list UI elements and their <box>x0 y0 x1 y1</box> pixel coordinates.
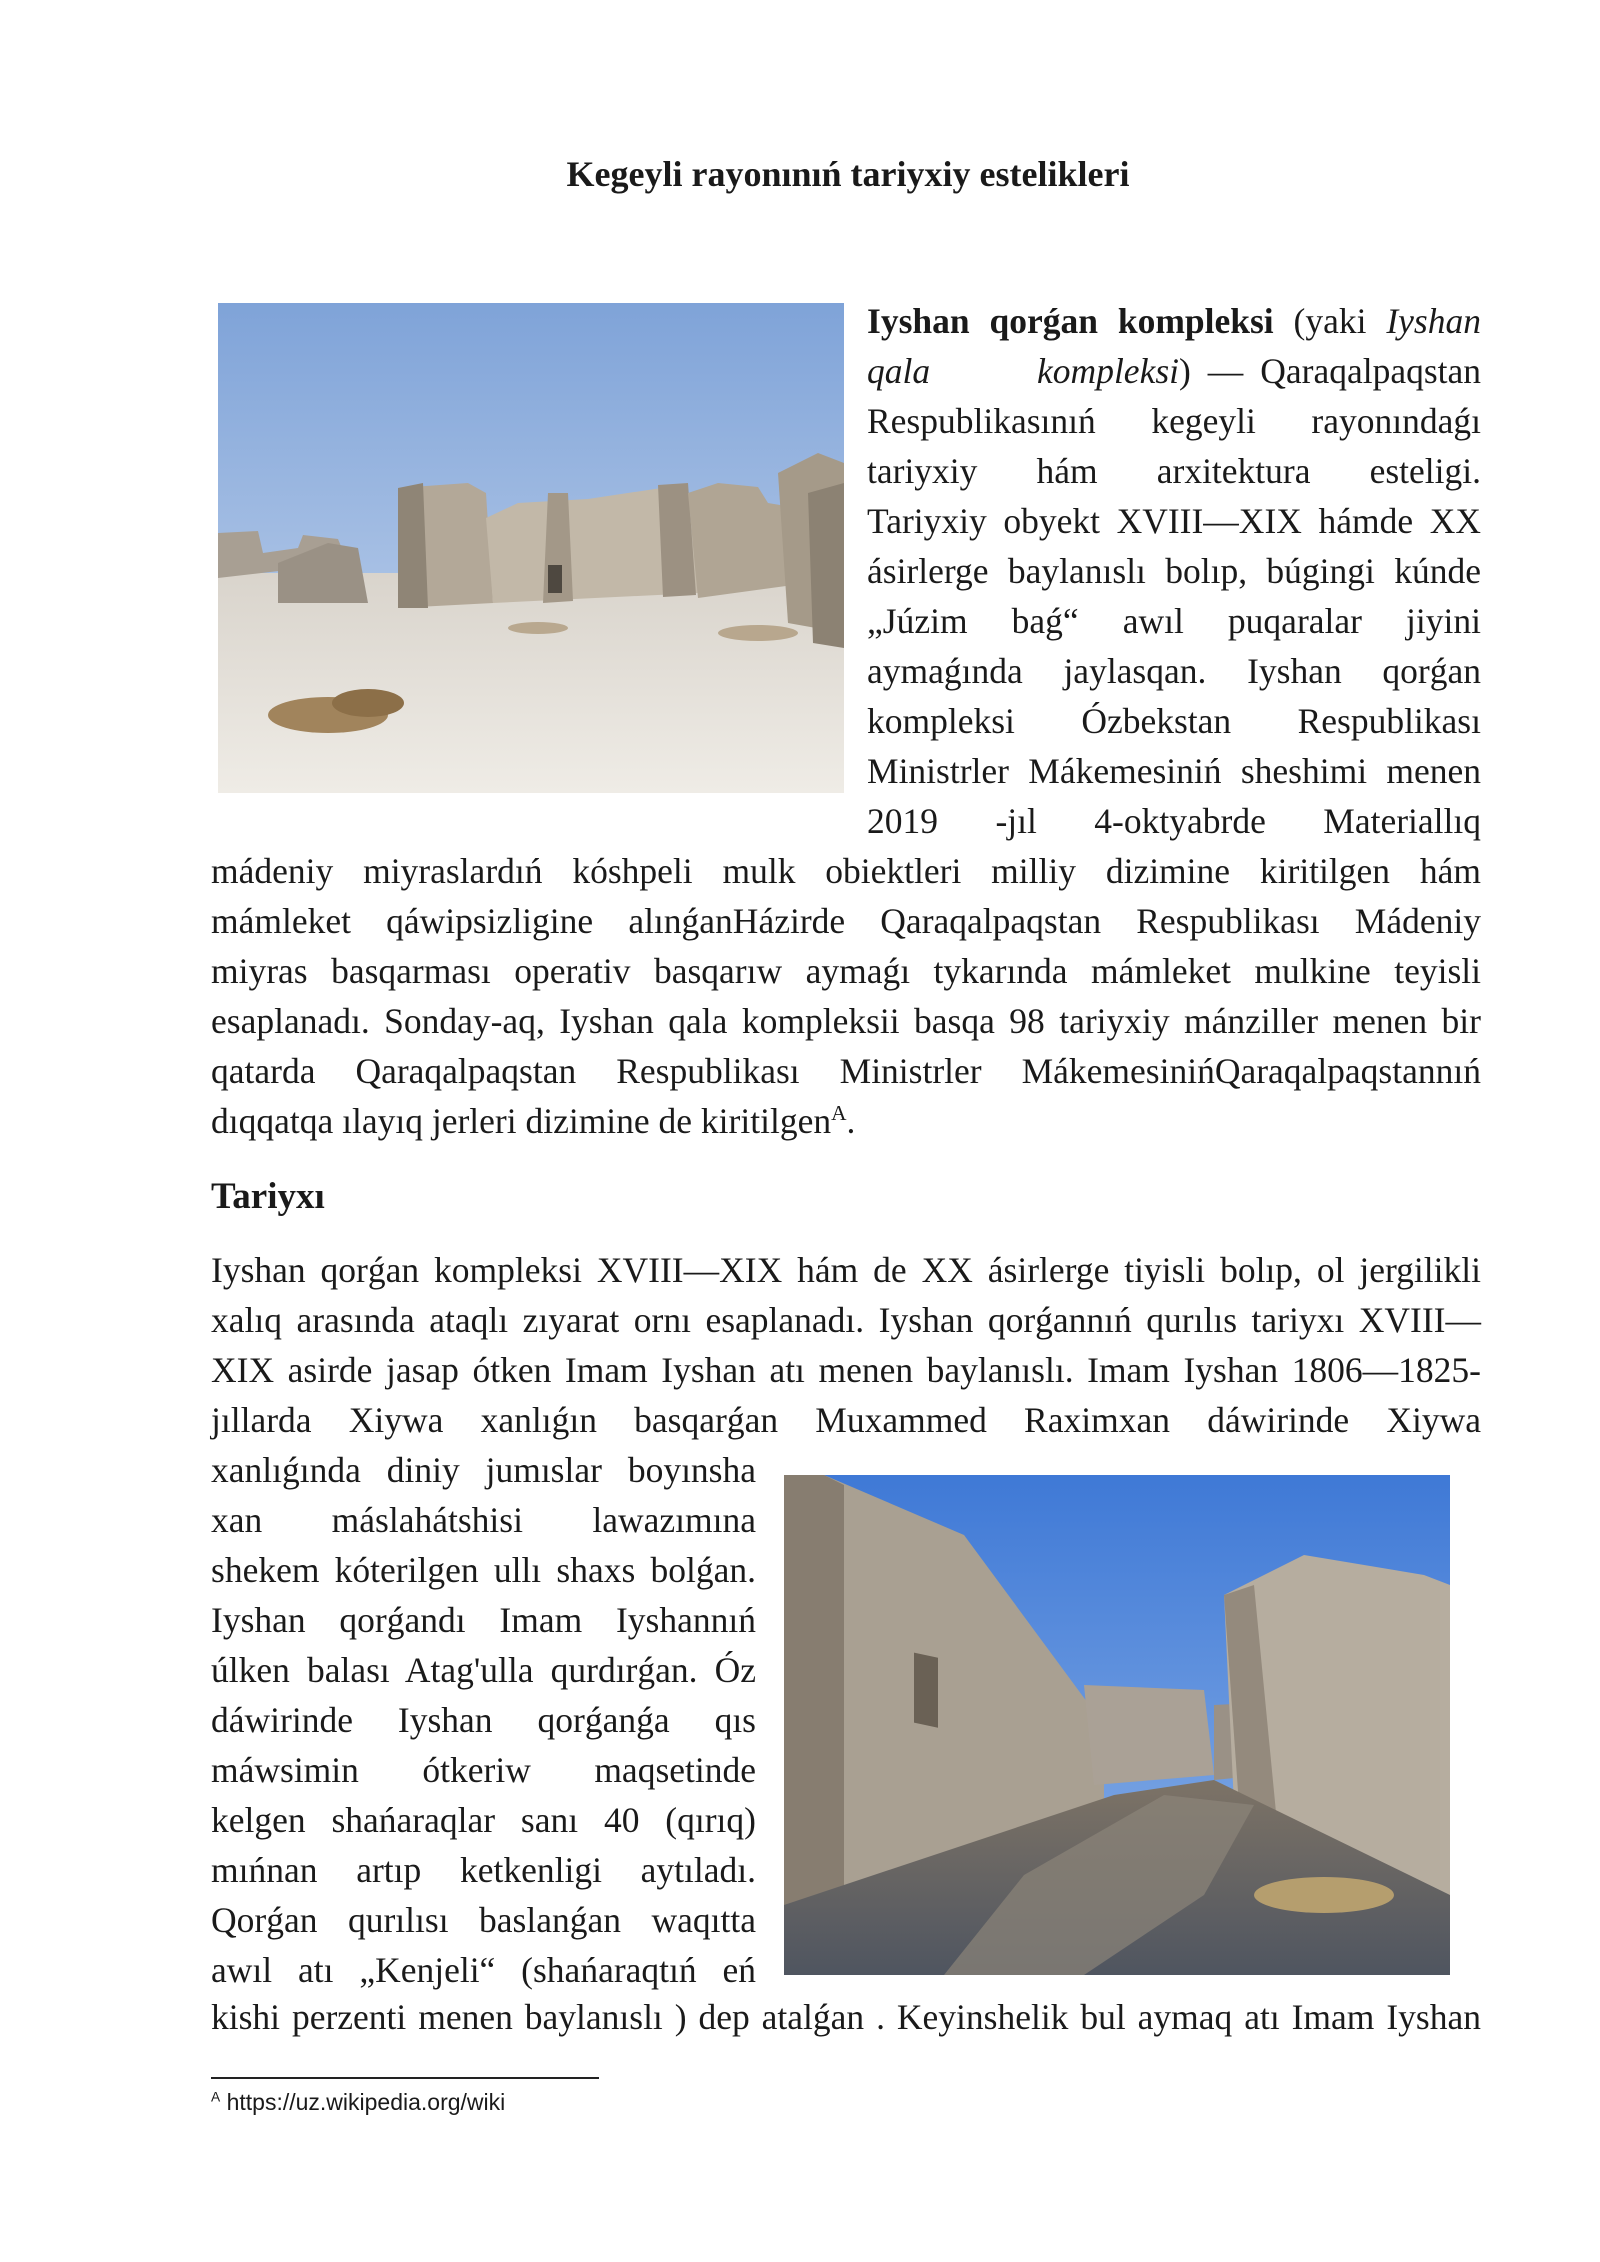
intro-line: mámleket qáwipsizligine alınǵanHázirde Qaraqalpaqstan Respublikası Mádeniy <box>211 901 1481 941</box>
subject-name: Iyshan qorǵan kompleksi <box>867 301 1274 341</box>
history-paragraph <box>211 1245 1481 1445</box>
intro-line: Respublikasınıń kegeyli rayonındaǵı <box>867 401 1481 441</box>
footnote-link[interactable]: https://uz.wikipedia.org/wiki <box>226 2089 506 2115</box>
history-line: xan máslahátshisi lawazımına <box>211 1500 756 1540</box>
ruins-photo-2-image <box>784 1475 1450 1975</box>
history-line: shekem kóterilgen ullı shaxs bolǵan. <box>211 1550 756 1590</box>
intro-line: mádeniy miyraslardıń kóshpeli mulk obiektleri milliy dizimine kiritilgen hám <box>211 851 1481 891</box>
history-line: kishi perzenti menen baylanıslı ) dep atalǵan . Keyinshelik bul aymaq atı Imam Iyshan <box>211 1997 1481 2037</box>
footnote-reference[interactable]: A <box>831 1101 847 1126</box>
ruins-photo-2 <box>784 1475 1450 1975</box>
footnote <box>211 2087 505 2117</box>
history-paragraph-wrapped <box>211 1445 756 1995</box>
footnote-marker: A <box>211 2089 221 2105</box>
history-line: kelgen shańaraqlar sanı 40 (qırıq) <box>211 1800 756 1840</box>
intro-line: „Júzim baǵ“ awıl puqaralar jiyini <box>867 601 1481 641</box>
intro-line: Tariyxiy obyekt XVIII—XIX hámde XX <box>867 501 1481 541</box>
history-line: XIX asirde jasap ótken Imam Iyshan atı menen baylanıslı. Imam Iyshan 1806—1825- <box>211 1350 1481 1390</box>
history-line: Iyshan qorǵan kompleksi XVIII—XIX hám de XX ásirlerge tiyisli bolıp, ol jergilikli <box>211 1250 1481 1290</box>
history-line: úlken balası Atag'ulla qurdırǵan. Óz <box>211 1650 756 1690</box>
ruins-photo-1-image <box>218 303 844 793</box>
intro-line: dıqqatqa ılayıq jerleri dizimine de kiritilgen$^A$. <box>211 1101 856 1141</box>
intro-paragraph <box>867 296 1481 846</box>
intro-line: esaplanadı. Sonday-aq, Iyshan qala kompleksii basqa 98 tariyxiy mánziller menen bir <box>211 1001 1481 1041</box>
intro-line: qala kompleksi) — Qaraqalpaqstan <box>867 351 1482 391</box>
page-title: Kegeyli rayonınıń tariyxiy estelikleri <box>566 154 1130 194</box>
section-heading-history: Tariyxı <box>211 1176 325 1217</box>
history-line: dáwirinde Iyshan qorǵanǵa qıs <box>211 1700 756 1740</box>
intro-line: Iyshan qorǵan kompleksi (yaki Iyshan <box>867 301 1481 341</box>
footnote-separator <box>211 2077 599 2079</box>
intro-line: aymaǵında jaylasqan. Iyshan qorǵan <box>867 651 1481 691</box>
history-line: máwsimin ótkeriw maqsetinde <box>211 1750 756 1790</box>
intro-line: Ministrler Mákemesiniń sheshimi menen <box>867 751 1481 791</box>
ruins-photo-1 <box>218 303 844 793</box>
history-line: awıl atı „Kenjeli“ (shańaraqtıń eń <box>211 1950 756 1990</box>
history-line: jıllarda Xiywa xanlıǵın basqarǵan Muxammed Raximxan dáwirinde Xiywa <box>211 1400 1481 1440</box>
intro-line: qatarda Qaraqalpaqstan Respublikası Ministrler MákemesinińQaraqalpaqstannıń <box>211 1051 1481 1091</box>
history-line: mıńnan artıp ketkenligi aytıladı. <box>211 1850 756 1890</box>
intro-line: ásirlerge baylanıslı bolıp, búgingi kúnde <box>867 551 1481 591</box>
intro-line: tariyxiy hám arxitektura esteligi. <box>867 451 1481 491</box>
history-line: xalıq arasında ataqlı zıyarat ornı esaplanadı. Iyshan qorǵannıń qurılıs tariyxı XVIII— <box>211 1300 1481 1340</box>
intro-line: miyras basqarması operativ basqarıw aymaǵı tykarında mámleket mulkine teyisli <box>211 951 1481 991</box>
intro-line: 2019 -jıl 4-oktyabrde Materiallıq <box>867 801 1481 841</box>
history-line: xanlıǵında diniy jumıslar boyınsha <box>211 1450 756 1490</box>
history-line: Qorǵan qurılısı baslanǵan waqıtta <box>211 1900 756 1940</box>
history-line: Iyshan qorǵandı Imam Iyshannıń <box>211 1600 756 1640</box>
history-paragraph-continued <box>211 1992 1481 2042</box>
intro-paragraph-continued <box>211 846 1481 1146</box>
intro-line: kompleksi Ózbekstan Respublikası <box>867 701 1481 741</box>
